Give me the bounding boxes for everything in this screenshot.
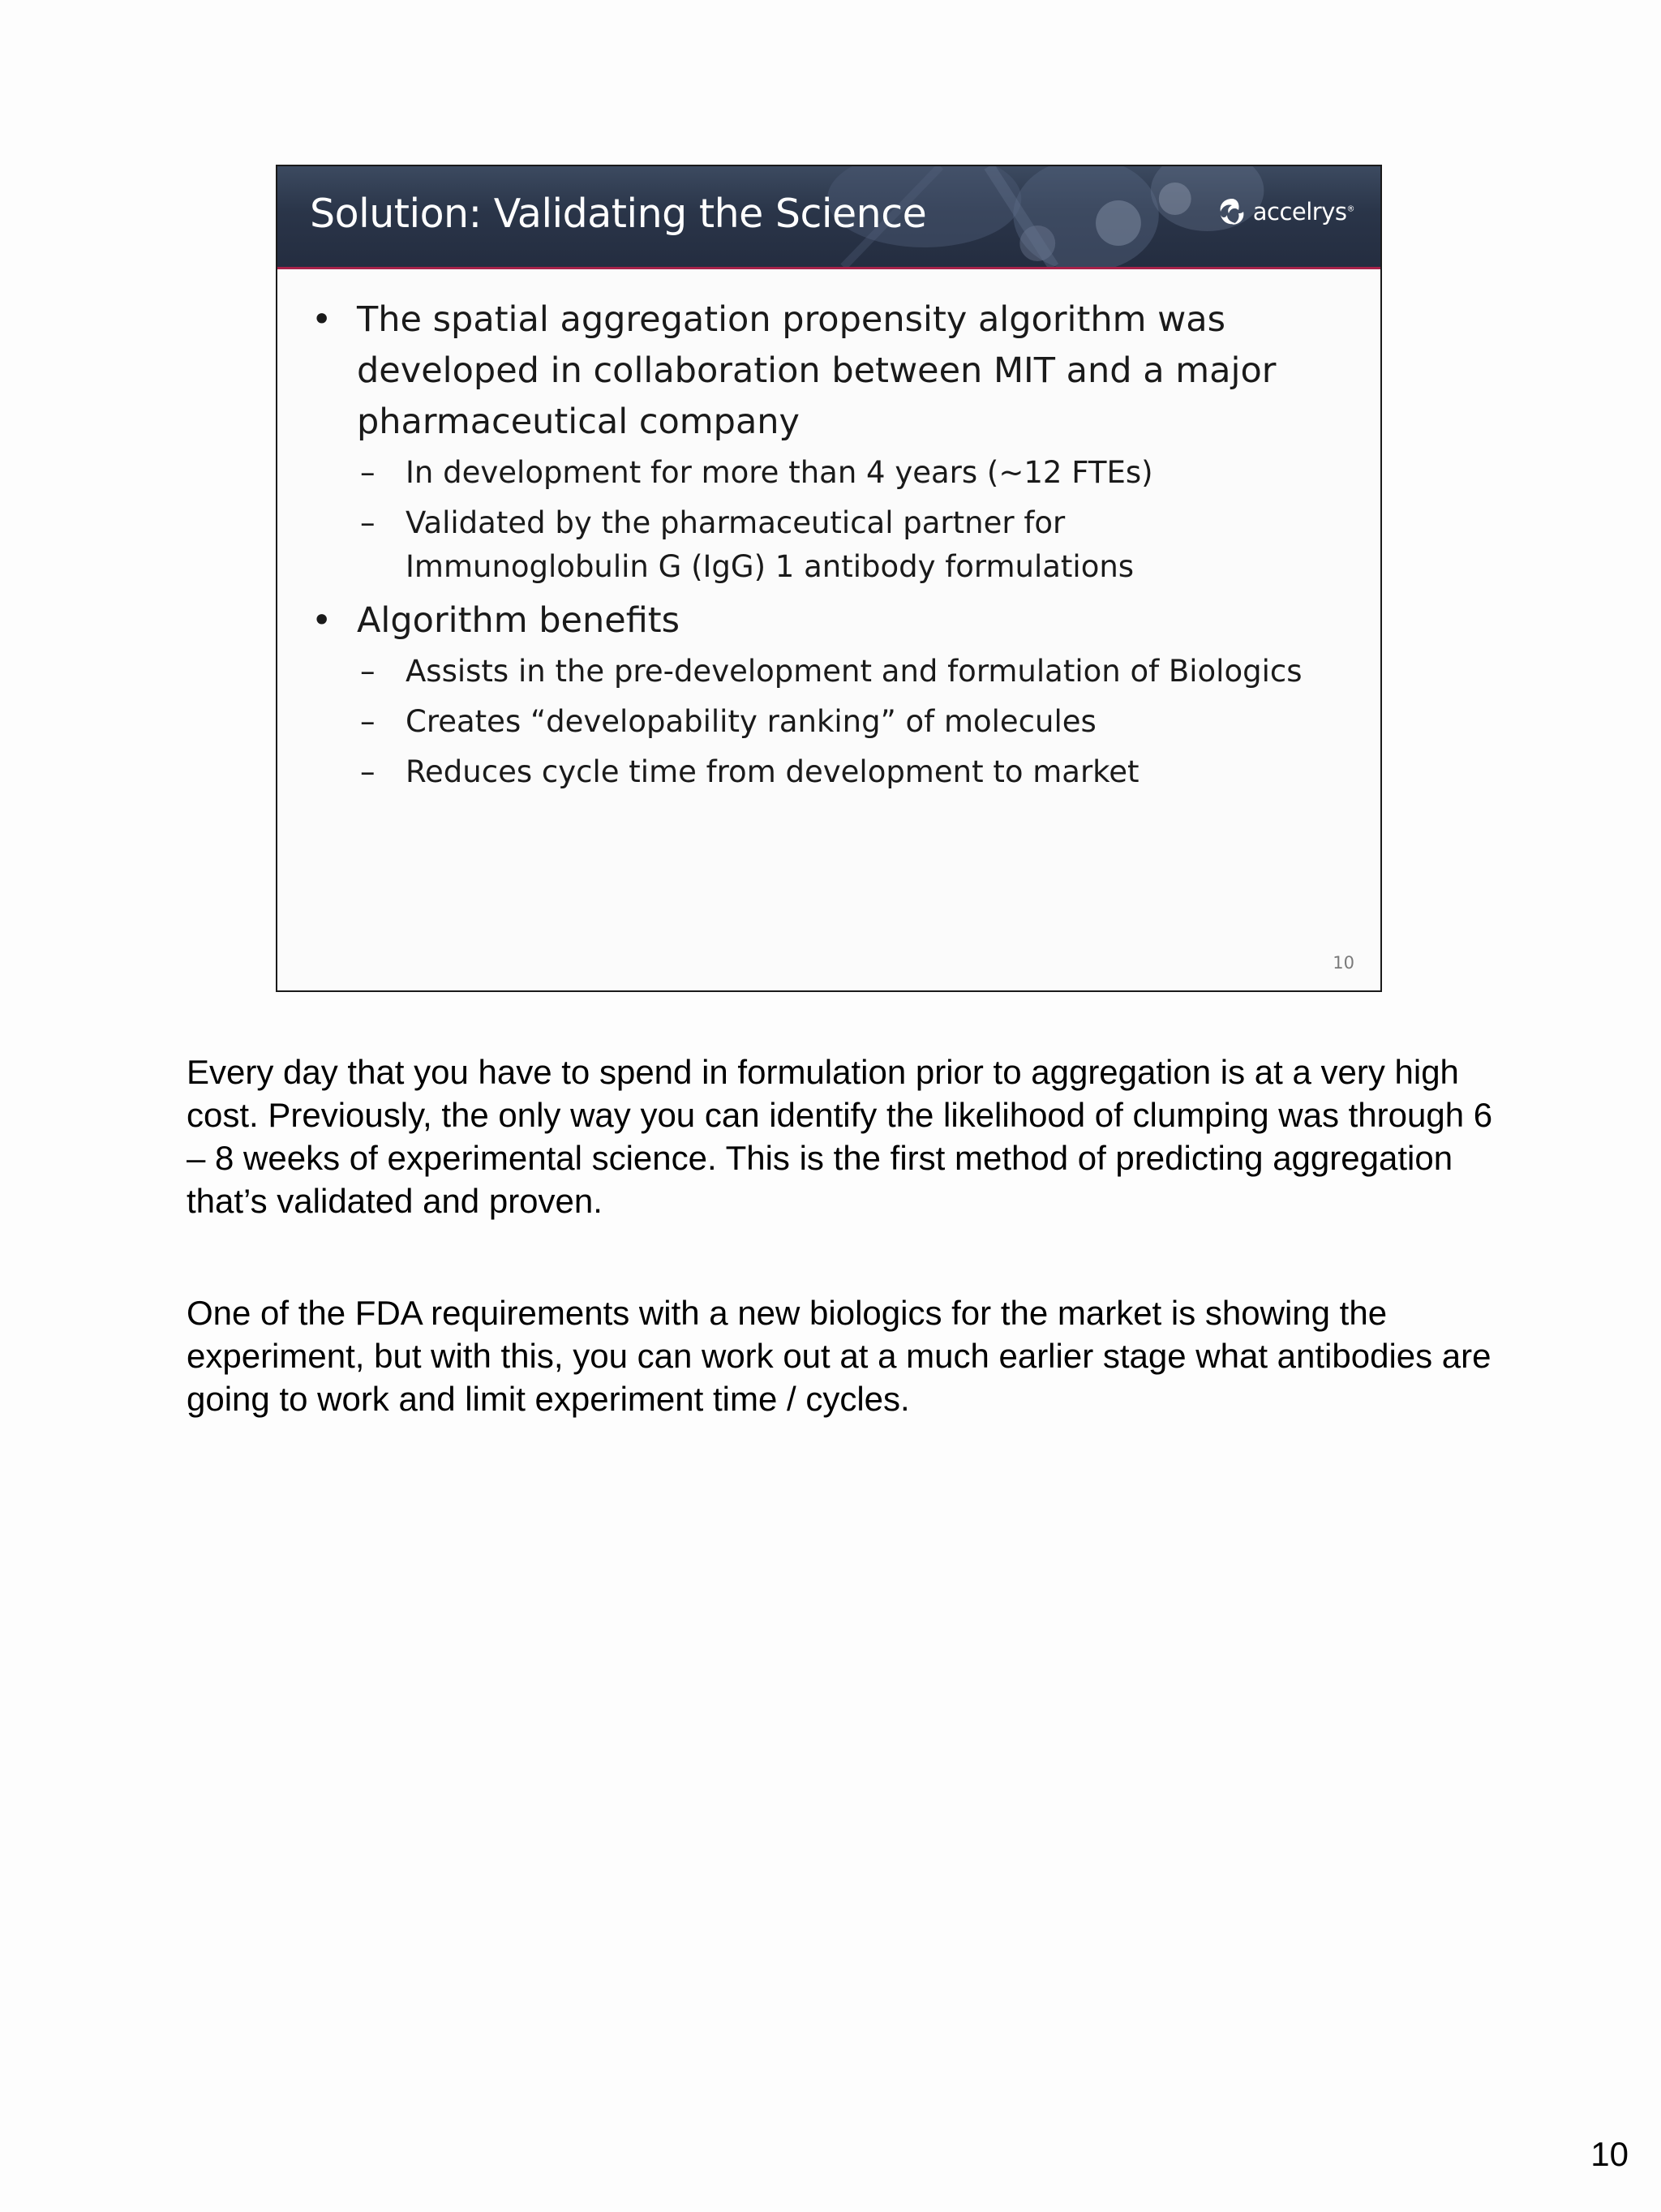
accelrys-logo: [1216, 195, 1354, 228]
sub-bullet-text: Reduces cycle time from development to market: [406, 754, 1140, 789]
logo-text: accelrys®: [1252, 198, 1354, 225]
header-accent-line: [277, 267, 1380, 269]
sub-bullet-text: Validated by the pharmaceutical partner for Immunoglobulin G (IgG) 1 antibody formulations: [406, 505, 1135, 584]
bullet-glyph: •: [311, 600, 333, 641]
sub-bullet-text: In development for more than 4 years (~12 FTEs): [406, 455, 1153, 490]
accelrys-swirl-icon: [1216, 195, 1248, 228]
notes-text: Every day that you have to spend in formulation prior to aggregation is at a very high cost. Previously, the only way you can identify the likelihood of clumping was through 6 – 8 weeks of experimental science. This is the first method of predicting aggregation that’s validated and proven.: [187, 1053, 1493, 1220]
page-number: 10: [1590, 2135, 1629, 2173]
bullet-text: The spatial aggregation propensity algorithm was developed in collaboration between MIT and a major pharmaceutical company: [357, 299, 1277, 442]
notes-paragraph-1: [187, 1050, 1500, 1222]
sub-bullet-item: [311, 650, 1350, 694]
dash-glyph: –: [360, 505, 376, 540]
bullet-item: [311, 595, 1350, 646]
dash-glyph: –: [360, 654, 376, 689]
dash-glyph: –: [360, 455, 376, 490]
dash-glyph: –: [360, 704, 376, 739]
slide-body: [311, 294, 1350, 801]
slide-image: [276, 165, 1382, 992]
sub-bullet-item: [311, 700, 1350, 744]
sub-bullet-item: [311, 501, 1298, 589]
sub-bullet-item: [311, 451, 1350, 495]
dash-glyph: –: [360, 754, 376, 789]
bullet-glyph: •: [311, 299, 333, 340]
notes-paragraph-2: [187, 1291, 1500, 1420]
sub-bullet-text: Assists in the pre-development and formulation of Biologics: [406, 654, 1303, 689]
sub-bullet-item: [311, 750, 1350, 794]
bullet-text: Algorithm benefits: [357, 600, 680, 641]
notes-text: One of the FDA requirements with a new biologics for the market is showing the experiment, but with this, you can work out at a much earlier stage what antibodies are going to work and limit experiment time / cycles.: [187, 1294, 1491, 1418]
bullet-item: [311, 294, 1350, 448]
slide-title: Solution: Validating the Science: [310, 191, 927, 237]
sub-bullet-text: Creates “developability ranking” of molecules: [406, 704, 1097, 739]
slide-header: [277, 166, 1380, 267]
slide-number: 10: [1333, 953, 1354, 973]
